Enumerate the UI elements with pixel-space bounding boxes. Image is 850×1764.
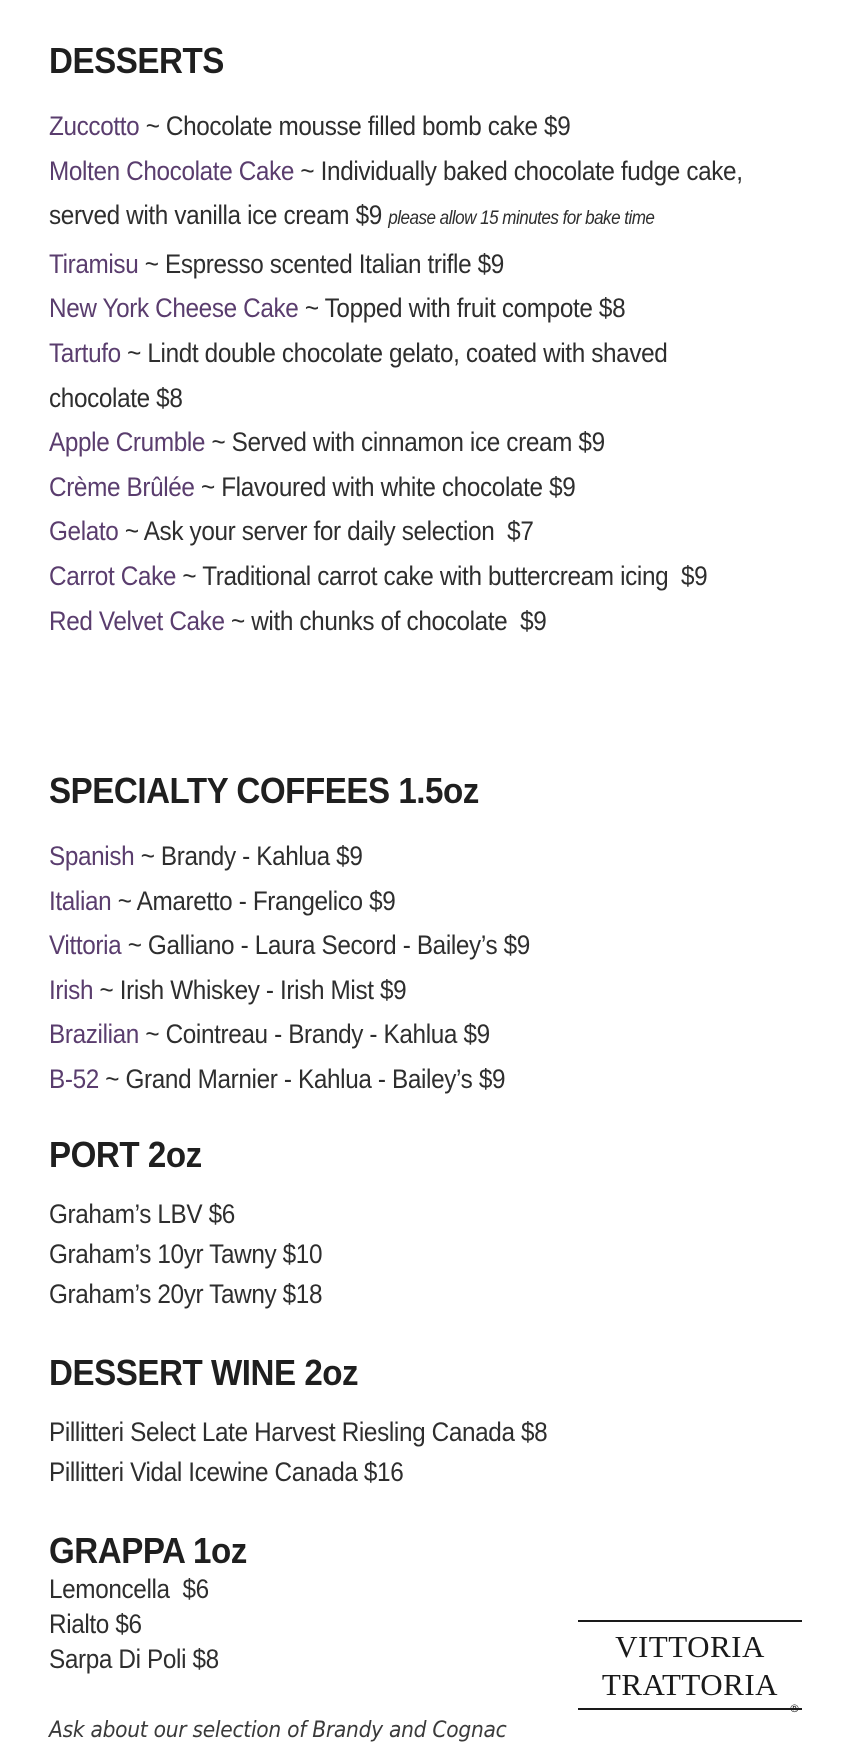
coffee-item-description: ~ Cointreau - Brandy - Kahlua $9 [138, 1019, 490, 1050]
dessert-item-name: Zuccotto [49, 111, 140, 141]
dessert-item-name: Gelato [49, 516, 119, 547]
coffee-item-description: ~ Grand Marnier - Kahlua - Bailey’s $9 [98, 1063, 506, 1094]
dessert-item-description: ~ Espresso scented Italian trifle $9 [138, 248, 504, 279]
coffee-line [49, 968, 530, 1013]
coffee-item-name: Brazilian [49, 1019, 139, 1050]
dessert-line [49, 331, 743, 376]
dessert-item-description: ~ Topped with fruit compote $8 [298, 293, 626, 324]
footer-note: Ask about our selection of Brandy and Cognac [49, 1718, 507, 1743]
coffee-item-description: ~ Amaretto - Frangelico $9 [111, 885, 396, 916]
dessert-item-description: chocolate $8 [49, 382, 183, 413]
dessert-line [49, 599, 743, 644]
dessert-item-name: Tartufo [49, 337, 121, 368]
dessert-line [49, 193, 743, 242]
dessert-item-description: served with vanilla ice cream $9 [49, 200, 389, 231]
port-list-item: Graham’s 10yr Tawny $10 [49, 1239, 323, 1269]
coffee-line [49, 834, 530, 879]
port-heading: PORT 2oz [49, 1134, 202, 1175]
dessert-item-note: please allow 15 minutes for bake time [388, 208, 655, 230]
port-list-item: Graham’s 20yr Tawny $18 [49, 1279, 323, 1309]
dessert-line [49, 104, 743, 149]
dessert-item-name: Crème Brûlée [49, 471, 195, 502]
dessert-item-description: ~ Chocolate mousse filled bomb cake $9 [139, 111, 571, 141]
dessert-line [49, 465, 743, 510]
coffee-line [49, 1012, 530, 1057]
dessert-item-name: Red Velvet Cake [49, 605, 225, 636]
dessert-item-description: ~ Served with cinnamon ice cream $9 [205, 427, 605, 458]
logo-line1: VITTORIA [615, 1629, 765, 1664]
dessert-line [49, 420, 743, 465]
dessert-wine-list [49, 1412, 603, 1492]
coffee-item-name: B-52 [49, 1063, 99, 1094]
wine-list-item: Pillitteri Vidal Icewine Canada $16 [49, 1457, 404, 1487]
dessert-line [49, 376, 743, 421]
grappa-list-item: Sarpa Di Poli $8 [49, 1644, 219, 1674]
coffee-item-description: ~ Galliano - Laura Secord - Bailey’s $9 [121, 930, 530, 961]
dessert-item-description: ~ Ask your server for daily selection $7 [118, 516, 534, 547]
port-list [49, 1194, 352, 1314]
coffee-line [49, 1057, 530, 1102]
coffees-heading: SPECIALTY COFFEES 1.5oz [49, 770, 479, 811]
grappa-heading: GRAPPA 1oz [49, 1530, 247, 1571]
coffee-item-description: ~ Irish Whiskey - Irish Mist $9 [93, 974, 407, 1005]
dessert-item-description: ~ Traditional carrot cake with buttercream icing $9 [176, 560, 708, 591]
coffee-item-description: ~ Brandy - Kahlua $9 [134, 841, 363, 871]
coffee-item-name: Vittoria [49, 930, 122, 961]
vittoria-trattoria-logo [578, 1620, 802, 1715]
registered-mark: ® [789, 1702, 800, 1715]
logo-bottom-rule [578, 1708, 802, 1710]
coffee-line [49, 879, 530, 924]
dessert-line [49, 509, 743, 554]
dessert-item-description: ~ Flavoured with white chocolate $9 [194, 471, 576, 502]
dessert-line [49, 554, 743, 599]
coffee-line [49, 923, 530, 968]
dessert-line [49, 149, 743, 194]
dessert-item-name: Tiramisu [49, 248, 139, 279]
dessert-line [49, 242, 743, 287]
dessert-item-name: Molten Chocolate Cake [49, 155, 295, 186]
wine-list-item: Pillitteri Select Late Harvest Riesling Canada $8 [49, 1417, 548, 1447]
dessert-item-description: ~ Individually baked chocolate fudge cake, [294, 155, 743, 186]
dessert-item-description: ~ with chunks of chocolate $9 [224, 605, 547, 636]
port-list-item: Graham’s LBV $6 [49, 1199, 235, 1229]
desserts-list [49, 104, 820, 643]
dessert-line [49, 286, 743, 331]
dessert-item-name: Carrot Cake [49, 560, 177, 591]
coffee-item-name: Spanish [49, 841, 135, 871]
grappa-list-item: Lemoncella $6 [49, 1574, 209, 1604]
coffee-item-name: Italian [49, 885, 112, 916]
dessert-wine-heading: DESSERT WINE 2oz [49, 1352, 359, 1393]
desserts-heading: DESSERTS [49, 40, 224, 81]
coffee-item-name: Irish [49, 974, 94, 1005]
grappa-list-item: Rialto $6 [49, 1609, 142, 1639]
dessert-item-name: Apple Crumble [49, 427, 206, 458]
coffees-list [49, 834, 583, 1102]
dessert-item-name: New York Cheese Cake [49, 293, 299, 324]
logo-line2: TRATTORIA [601, 1667, 779, 1702]
dessert-item-description: ~ Lindt double chocolate gelato, coated with shaved [120, 337, 668, 368]
grappa-list [49, 1572, 238, 1677]
